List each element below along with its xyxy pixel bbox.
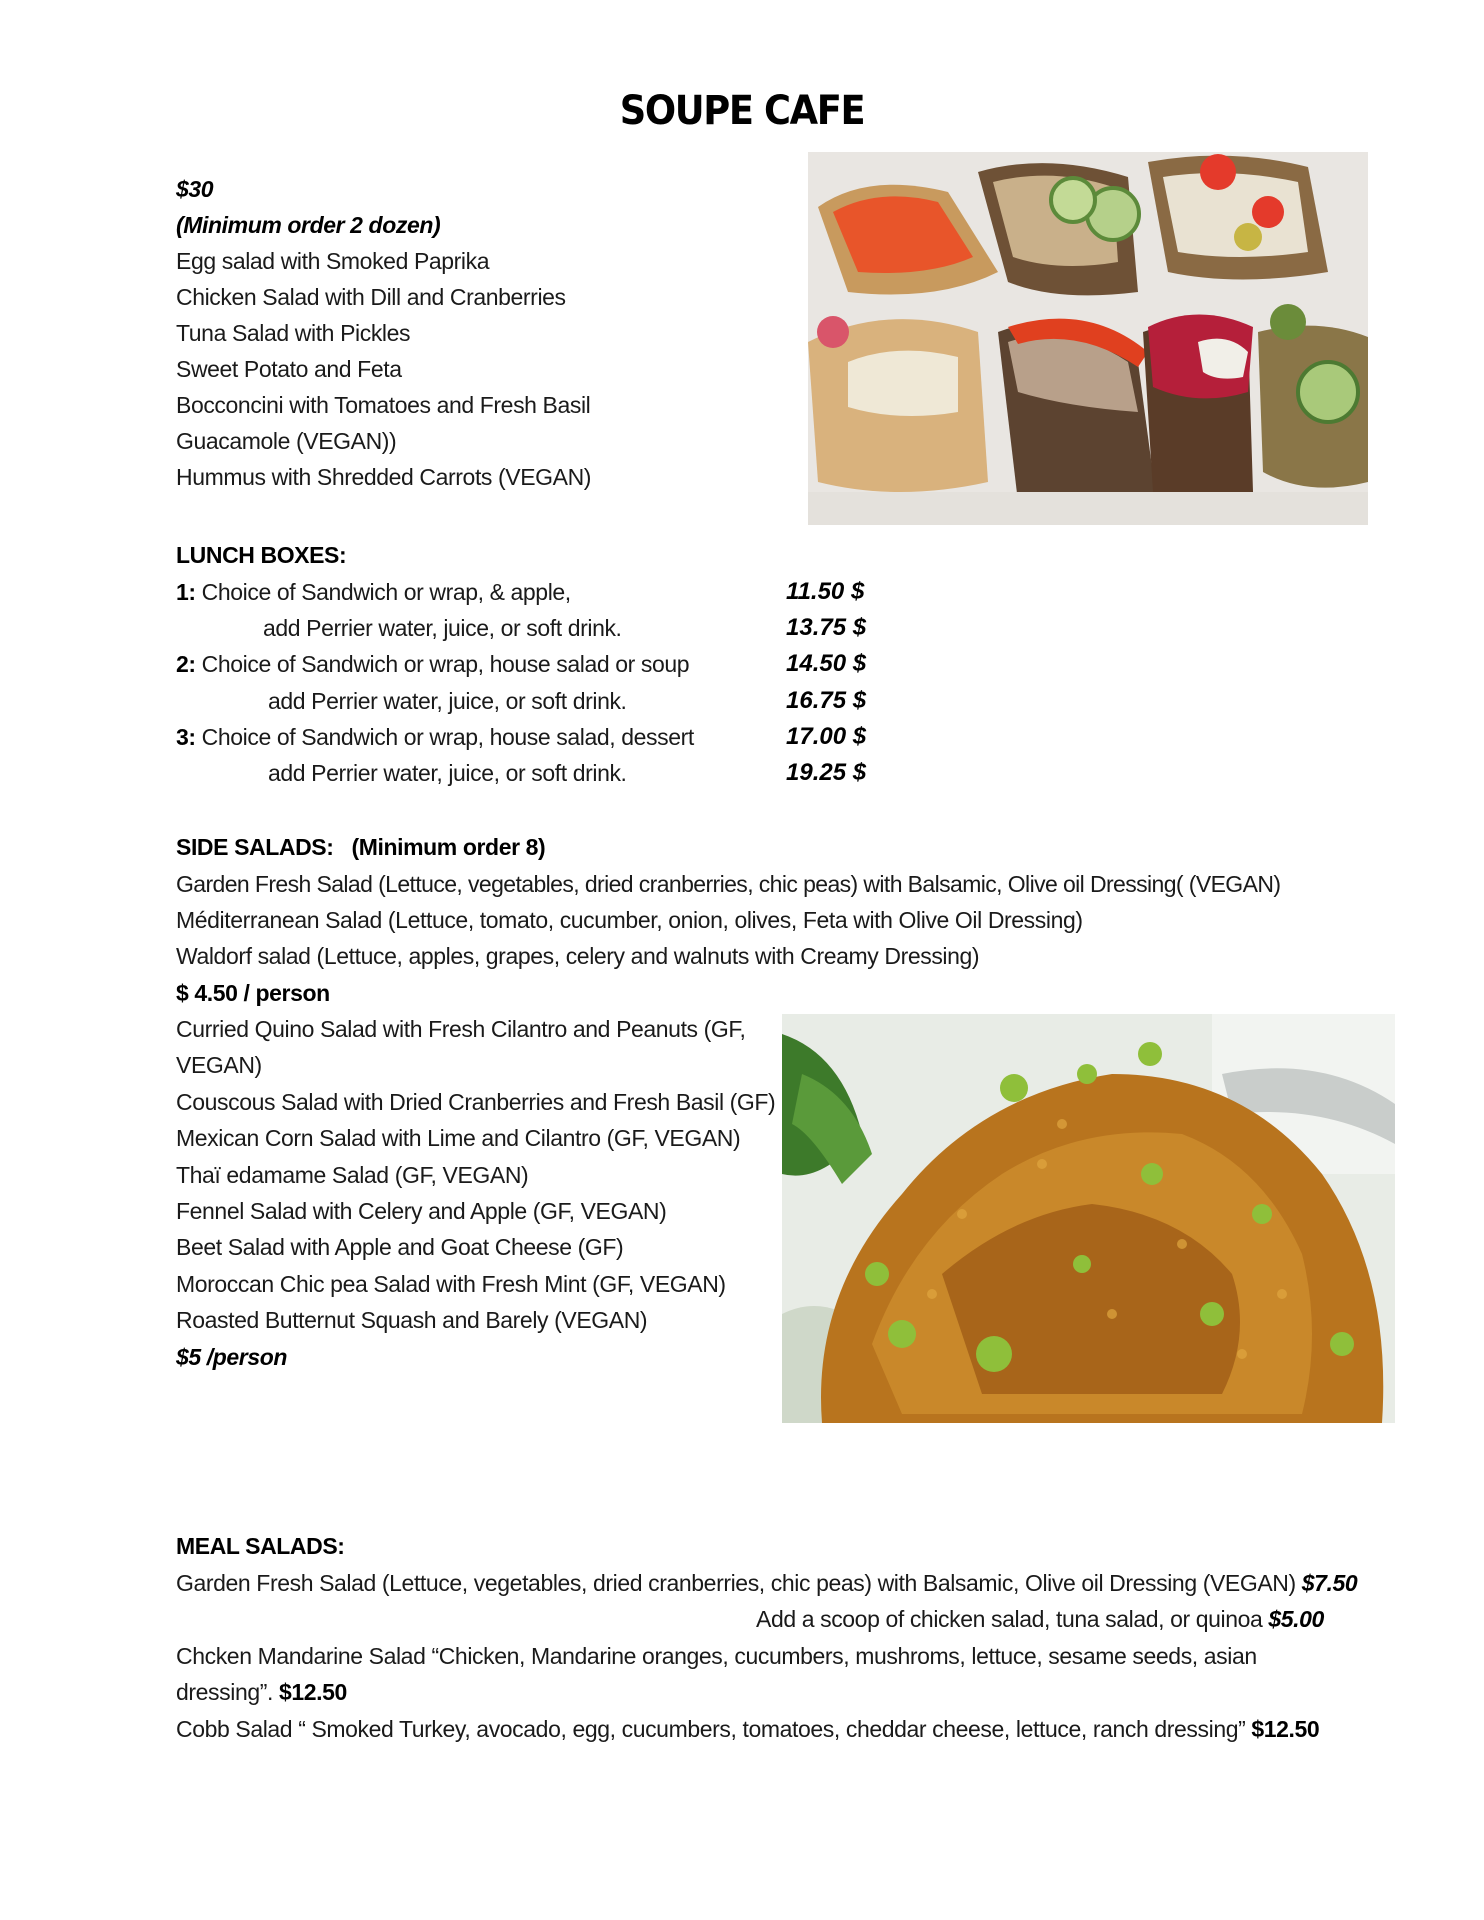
side-salad-item: Garden Fresh Salad (Lettuce, vegetables, dried cranberries, chic peas) with Balsamic, Olive oil Dressing( (VEGAN) bbox=[176, 871, 1281, 897]
lunch-box-price: 17.00 $ bbox=[786, 723, 867, 750]
sandwich-item: Egg salad with Smoked Paprika bbox=[176, 248, 490, 274]
side-salad-item: Moroccan Chic pea Salad with Fresh Mint (GF, VEGAN) bbox=[176, 1271, 726, 1297]
side-salad-item: Waldorf salad (Lettuce, apples, grapes, celery and walnuts with Creamy Dressing) bbox=[176, 943, 980, 969]
meal-salad-mandarine: Chcken Mandarine Salad “Chicken, Mandarine oranges, cucumbers, mushroms, lettuce, sesame seeds, asian bbox=[176, 1643, 1257, 1669]
meal-salad-price: $12.50 bbox=[278, 1679, 347, 1705]
lunch-box-description: Choice of Sandwich or wrap, & apple, bbox=[195, 579, 571, 605]
meal-salad-garden bbox=[176, 1565, 1357, 1601]
sandwich-minimum: (Minimum order 2 dozen) bbox=[176, 212, 441, 238]
side-salad-price: $ 4.50 / person bbox=[176, 980, 330, 1006]
meal-salads-heading: MEAL SALADS: bbox=[176, 1533, 345, 1559]
side-salad-item: Beet Salad with Apple and Goat Cheese (GF) bbox=[176, 1234, 624, 1260]
side-salad-item: Roasted Butternut Squash and Barely (VEGAN) bbox=[176, 1307, 648, 1333]
sandwich-item: Sweet Potato and Feta bbox=[176, 356, 402, 382]
meal-salad-description: Garden Fresh Salad (Lettuce, vegetables, dried cranberries, chic peas) with Balsamic, Olive oil Dressing (VEGAN) bbox=[176, 1570, 1302, 1596]
lunch-box-description: Choice of Sandwich or wrap, house salad, dessert bbox=[195, 724, 694, 750]
bruschetta-photo bbox=[808, 152, 1368, 525]
side-salad-item: VEGAN) bbox=[176, 1052, 262, 1078]
lunch-box-row bbox=[176, 719, 694, 755]
sandwich-item: Hummus with Shredded Carrots (VEGAN) bbox=[176, 464, 592, 490]
sandwich-item: Chicken Salad with Dill and Cranberries bbox=[176, 284, 566, 310]
lunch-box-number: 3: bbox=[176, 724, 196, 750]
sandwich-item: Bocconcini with Tomatoes and Fresh Basil bbox=[176, 392, 591, 418]
side-salad-price: $5 /person bbox=[176, 1344, 288, 1370]
sandwich-price: $30 bbox=[176, 176, 214, 202]
page-title: SOUPE CAFE bbox=[619, 88, 865, 134]
lunch-box-price: 19.25 $ bbox=[786, 759, 867, 786]
quinoa-salad-photo bbox=[782, 1014, 1395, 1423]
side-salad-item: Méditerranean Salad (Lettuce, tomato, cucumber, onion, olives, Feta with Olive Oil Dressing) bbox=[176, 907, 1083, 933]
side-salad-item: Couscous Salad with Dried Cranberries and Fresh Basil (GF) bbox=[176, 1089, 776, 1115]
meal-salad-description: Cobb Salad “ Smoked Turkey, avocado, egg, cucumbers, tomatoes, cheddar cheese, lettuce, ranch dressing” bbox=[176, 1716, 1252, 1742]
lunch-box-addon: add Perrier water, juice, or soft drink. bbox=[268, 760, 627, 786]
meal-salad-addon-price: $5.00 bbox=[1268, 1606, 1324, 1632]
sandwich-item: Tuna Salad with Pickles bbox=[176, 320, 411, 346]
lunch-box-price: 13.75 $ bbox=[786, 614, 867, 641]
meal-salad-price: $7.50 bbox=[1301, 1570, 1358, 1596]
lunch-box-number: 2: bbox=[176, 651, 196, 677]
meal-salad-cobb bbox=[176, 1711, 1319, 1747]
lunch-box-row bbox=[176, 646, 689, 682]
lunch-box-row bbox=[176, 574, 571, 610]
lunch-box-price: 16.75 $ bbox=[786, 687, 867, 714]
side-salad-item: Fennel Salad with Celery and Apple (GF, VEGAN) bbox=[176, 1198, 667, 1224]
lunch-box-price: 11.50 $ bbox=[786, 578, 865, 605]
side-salad-item: Mexican Corn Salad with Lime and Cilantro (GF, VEGAN) bbox=[176, 1125, 741, 1151]
sandwich-item: Guacamole (VEGAN)) bbox=[176, 428, 397, 454]
meal-salad-price: $12.50 bbox=[1251, 1716, 1320, 1742]
meal-salad-addon bbox=[756, 1601, 1324, 1637]
lunch-box-number: 1: bbox=[176, 579, 196, 605]
lunch-box-addon: add Perrier water, juice, or soft drink. bbox=[268, 688, 627, 714]
meal-salad-description: dressing”. bbox=[176, 1679, 279, 1705]
lunch-box-price: 14.50 $ bbox=[786, 650, 867, 677]
side-salad-item: Thaï edamame Salad (GF, VEGAN) bbox=[176, 1162, 529, 1188]
meal-salad-addon-text: Add a scoop of chicken salad, tuna salad, or quinoa bbox=[756, 1606, 1269, 1632]
lunch-boxes-heading: LUNCH BOXES: bbox=[176, 542, 347, 568]
side-salad-item: Curried Quino Salad with Fresh Cilantro and Peanuts (GF, bbox=[176, 1016, 746, 1042]
lunch-box-description: Choice of Sandwich or wrap, house salad or soup bbox=[195, 651, 690, 677]
side-salads-heading: SIDE SALADS: (Minimum order 8) bbox=[176, 834, 546, 860]
lunch-box-addon: add Perrier water, juice, or soft drink. bbox=[263, 615, 622, 641]
meal-salad-mandarine-cont bbox=[176, 1674, 347, 1710]
